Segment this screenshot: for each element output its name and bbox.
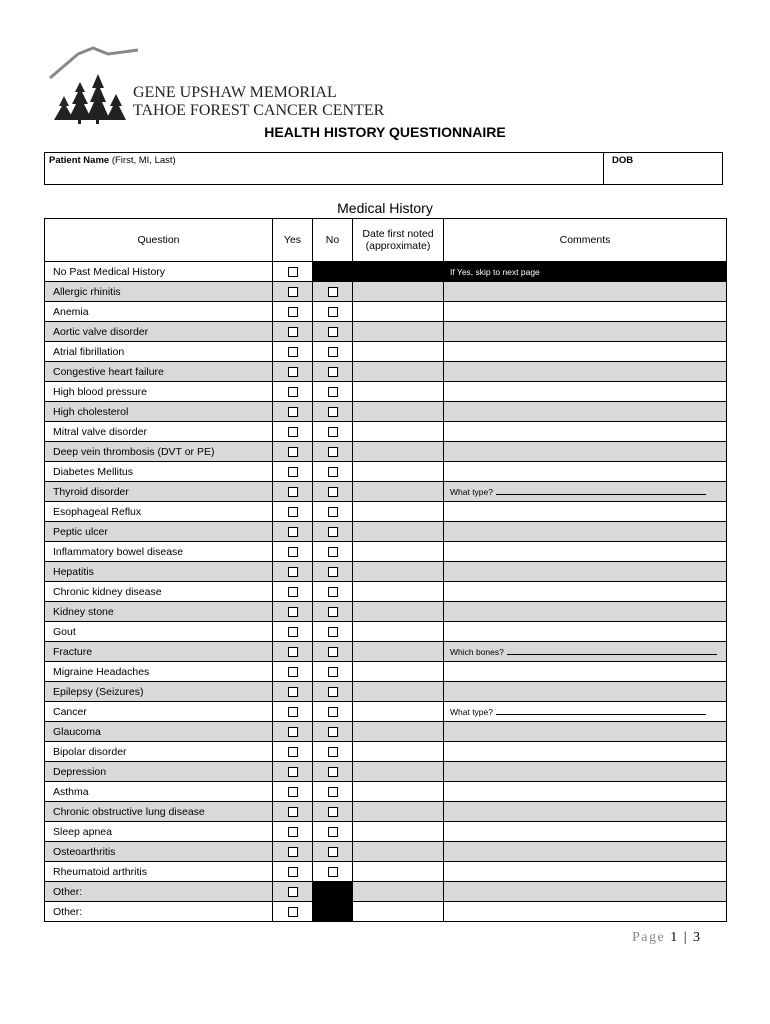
no-cell [313, 562, 353, 582]
no-cell [313, 422, 353, 442]
no-cell [313, 482, 353, 502]
comment-field[interactable] [444, 582, 727, 602]
question-cell: Thyroid disorder [45, 482, 273, 502]
question-cell: Diabetes Mellitus [45, 462, 273, 482]
blocked-cell [313, 902, 353, 922]
no-cell [313, 822, 353, 842]
no-checkbox[interactable] [328, 827, 338, 837]
date-noted-field[interactable] [353, 422, 444, 442]
question-cell: Aortic valve disorder [45, 322, 273, 342]
date-noted-field[interactable] [353, 362, 444, 382]
column-header-date: Date first noted (approximate) [353, 219, 444, 262]
yes-cell [273, 842, 313, 862]
no-checkbox[interactable] [328, 387, 338, 397]
comment-field[interactable] [444, 282, 727, 302]
no-cell [313, 662, 353, 682]
comment-field[interactable] [444, 462, 727, 482]
yes-cell [273, 362, 313, 382]
fill-in-line[interactable] [496, 486, 706, 495]
no-checkbox[interactable] [328, 467, 338, 477]
table-row [45, 262, 727, 282]
no-checkbox[interactable] [328, 567, 338, 577]
no-cell [313, 542, 353, 562]
no-checkbox[interactable] [328, 427, 338, 437]
comment-field[interactable] [444, 722, 727, 742]
no-cell [313, 502, 353, 522]
comment-field[interactable] [444, 682, 727, 702]
no-cell [313, 462, 353, 482]
date-noted-field[interactable] [353, 402, 444, 422]
yes-cell [273, 502, 313, 522]
table-row [45, 422, 727, 442]
tahoe-forest-logo [48, 44, 388, 124]
question-cell: Epilepsy (Seizures) [45, 682, 273, 702]
comment-text: Which bones? [450, 647, 504, 657]
no-cell [313, 642, 353, 662]
no-cell [313, 602, 353, 622]
date-noted-field[interactable] [353, 302, 444, 322]
yes-checkbox[interactable] [288, 487, 298, 497]
yes-checkbox[interactable] [288, 807, 298, 817]
table-row [45, 382, 727, 402]
yes-checkbox[interactable] [288, 327, 298, 337]
comment-text: If Yes, skip to next page [450, 266, 540, 277]
blocked-cell [313, 882, 353, 902]
yes-checkbox[interactable] [288, 527, 298, 537]
no-cell [313, 682, 353, 702]
comment-text: What type? [450, 707, 493, 717]
comment-field[interactable] [444, 502, 727, 522]
yes-checkbox[interactable] [288, 827, 298, 837]
date-noted-field[interactable] [353, 442, 444, 462]
date-noted-field[interactable] [353, 622, 444, 642]
question-cell: Inflammatory bowel disease [45, 542, 273, 562]
table-row [45, 702, 727, 722]
table-row [45, 462, 727, 482]
question-cell: Peptic ulcer [45, 522, 273, 542]
patient-name-field[interactable] [49, 155, 176, 166]
comment-field[interactable] [444, 522, 727, 542]
no-cell [313, 722, 353, 742]
yes-cell [273, 542, 313, 562]
table-row [45, 542, 727, 562]
table-row [45, 362, 727, 382]
comment-field[interactable] [444, 322, 727, 342]
comment-field[interactable] [444, 742, 727, 762]
no-checkbox[interactable] [328, 747, 338, 757]
no-checkbox[interactable] [328, 707, 338, 717]
yes-checkbox[interactable] [288, 347, 298, 357]
date-noted-field[interactable] [353, 482, 444, 502]
yes-checkbox[interactable] [288, 607, 298, 617]
comment-field[interactable] [444, 342, 727, 362]
yes-cell [273, 282, 313, 302]
yes-checkbox[interactable] [288, 907, 298, 917]
yes-checkbox[interactable] [288, 547, 298, 557]
comment-field[interactable] [444, 622, 727, 642]
question-cell: Atrial fibrillation [45, 342, 273, 362]
no-checkbox[interactable] [328, 367, 338, 377]
no-cell [313, 782, 353, 802]
table-row [45, 302, 727, 322]
question-cell: Other: [45, 902, 273, 922]
date-noted-field[interactable] [353, 902, 444, 922]
yes-cell [273, 342, 313, 362]
question-cell: Glaucoma [45, 722, 273, 742]
date-noted-field[interactable] [353, 762, 444, 782]
date-noted-field[interactable] [353, 782, 444, 802]
question-cell: Esophageal Reflux [45, 502, 273, 522]
table-row [45, 802, 727, 822]
table-row [45, 902, 727, 922]
yes-cell [273, 602, 313, 622]
comment-field[interactable] [444, 662, 727, 682]
page-number: 1 [670, 930, 679, 945]
no-cell [313, 322, 353, 342]
no-cell [313, 582, 353, 602]
table-row [45, 862, 727, 882]
question-cell: Hepatitis [45, 562, 273, 582]
comment-field[interactable] [444, 442, 727, 462]
yes-checkbox[interactable] [288, 887, 298, 897]
date-noted-field[interactable] [353, 862, 444, 882]
yes-checkbox[interactable] [288, 307, 298, 317]
table-header-row [45, 219, 727, 262]
question-cell: Other: [45, 882, 273, 902]
no-checkbox[interactable] [328, 407, 338, 417]
no-cell [313, 802, 353, 822]
table-row [45, 722, 727, 742]
table-row [45, 562, 727, 582]
yes-checkbox[interactable] [288, 687, 298, 697]
date-noted-field[interactable] [353, 682, 444, 702]
date-noted-field[interactable] [353, 642, 444, 662]
section-title: Medical History [337, 200, 433, 216]
no-cell [313, 862, 353, 882]
yes-checkbox[interactable] [288, 627, 298, 637]
fill-in-line[interactable] [496, 706, 706, 715]
no-checkbox[interactable] [328, 587, 338, 597]
comment-field[interactable] [444, 642, 727, 662]
column-header-question: Question [45, 219, 273, 262]
table-row [45, 342, 727, 362]
table-row [45, 282, 727, 302]
blocked-cell [313, 262, 444, 282]
date-noted-field[interactable] [353, 842, 444, 862]
yes-cell [273, 702, 313, 722]
page-footer: Page 1 | 3 [632, 930, 702, 945]
comment-field[interactable] [444, 902, 727, 922]
yes-cell [273, 402, 313, 422]
no-cell [313, 522, 353, 542]
table-row [45, 622, 727, 642]
yes-cell [273, 782, 313, 802]
yes-cell [273, 262, 313, 282]
yes-cell [273, 422, 313, 442]
no-cell [313, 282, 353, 302]
comment-field[interactable] [444, 422, 727, 442]
no-cell [313, 382, 353, 402]
patient-name-hint: (First, MI, Last) [111, 155, 176, 166]
patient-info-box [44, 152, 723, 185]
yes-cell [273, 642, 313, 662]
no-checkbox[interactable] [328, 487, 338, 497]
comment-field[interactable] [444, 822, 727, 842]
date-noted-field[interactable] [353, 462, 444, 482]
yes-cell [273, 382, 313, 402]
question-cell: Bipolar disorder [45, 742, 273, 762]
table-row [45, 402, 727, 422]
table-row [45, 682, 727, 702]
yes-checkbox[interactable] [288, 567, 298, 577]
yes-checkbox[interactable] [288, 767, 298, 777]
no-checkbox[interactable] [328, 787, 338, 797]
date-noted-field[interactable] [353, 662, 444, 682]
no-cell [313, 762, 353, 782]
yes-checkbox[interactable] [288, 387, 298, 397]
yes-cell [273, 302, 313, 322]
yes-cell [273, 682, 313, 702]
table-row [45, 522, 727, 542]
question-cell: Mitral valve disorder [45, 422, 273, 442]
no-cell [313, 362, 353, 382]
medical-history-table [44, 218, 727, 922]
no-checkbox[interactable] [328, 647, 338, 657]
question-cell: Migraine Headaches [45, 662, 273, 682]
column-header-no: No [313, 219, 353, 262]
table-row [45, 742, 727, 762]
comment-field[interactable] [444, 302, 727, 322]
no-checkbox[interactable] [328, 327, 338, 337]
no-checkbox[interactable] [328, 727, 338, 737]
yes-cell [273, 822, 313, 842]
no-checkbox[interactable] [328, 287, 338, 297]
comment-field[interactable] [444, 882, 727, 902]
comment-field[interactable] [444, 762, 727, 782]
comment-field[interactable] [444, 802, 727, 822]
no-checkbox[interactable] [328, 607, 338, 617]
yes-cell [273, 742, 313, 762]
comment-field[interactable] [444, 602, 727, 622]
yes-checkbox[interactable] [288, 727, 298, 737]
date-noted-field[interactable] [353, 742, 444, 762]
comment-field[interactable] [444, 542, 727, 562]
yes-cell [273, 562, 313, 582]
yes-cell [273, 722, 313, 742]
date-noted-field[interactable] [353, 582, 444, 602]
comment-field[interactable] [444, 262, 727, 282]
yes-checkbox[interactable] [288, 707, 298, 717]
question-cell: High cholesterol [45, 402, 273, 422]
yes-checkbox[interactable] [288, 467, 298, 477]
yes-cell [273, 522, 313, 542]
no-checkbox[interactable] [328, 627, 338, 637]
date-noted-field[interactable] [353, 342, 444, 362]
no-checkbox[interactable] [328, 767, 338, 777]
yes-cell [273, 582, 313, 602]
table-row [45, 642, 727, 662]
page-word: Page [632, 930, 666, 945]
comment-field[interactable] [444, 702, 727, 722]
question-cell: Sleep apnea [45, 822, 273, 842]
yes-cell [273, 622, 313, 642]
yes-checkbox[interactable] [288, 367, 298, 377]
date-noted-field[interactable] [353, 322, 444, 342]
no-checkbox[interactable] [328, 307, 338, 317]
yes-checkbox[interactable] [288, 747, 298, 757]
no-cell [313, 622, 353, 642]
no-checkbox[interactable] [328, 507, 338, 517]
table-row [45, 442, 727, 462]
no-checkbox[interactable] [328, 687, 338, 697]
yes-cell [273, 442, 313, 462]
fill-in-line[interactable] [507, 646, 717, 655]
yes-checkbox[interactable] [288, 507, 298, 517]
table-row [45, 602, 727, 622]
yes-cell [273, 662, 313, 682]
table-row [45, 762, 727, 782]
no-checkbox[interactable] [328, 547, 338, 557]
question-cell: Gout [45, 622, 273, 642]
comment-field[interactable] [444, 782, 727, 802]
yes-checkbox[interactable] [288, 267, 298, 277]
table-row [45, 662, 727, 682]
question-cell: Rheumatoid arthritis [45, 862, 273, 882]
yes-checkbox[interactable] [288, 287, 298, 297]
date-noted-field[interactable] [353, 722, 444, 742]
question-cell: Osteoarthritis [45, 842, 273, 862]
comment-field[interactable] [444, 402, 727, 422]
yes-checkbox[interactable] [288, 427, 298, 437]
yes-cell [273, 802, 313, 822]
yes-cell [273, 322, 313, 342]
yes-checkbox[interactable] [288, 867, 298, 877]
question-cell: Cancer [45, 702, 273, 722]
no-checkbox[interactable] [328, 447, 338, 457]
yes-cell [273, 882, 313, 902]
yes-cell [273, 902, 313, 922]
page-total: 3 [693, 930, 702, 945]
yes-cell [273, 482, 313, 502]
dob-field[interactable] [603, 153, 723, 184]
date-noted-field[interactable] [353, 282, 444, 302]
table-row [45, 322, 727, 342]
question-cell: Anemia [45, 302, 273, 322]
yes-cell [273, 462, 313, 482]
yes-checkbox[interactable] [288, 667, 298, 677]
question-cell: Asthma [45, 782, 273, 802]
date-noted-field[interactable] [353, 602, 444, 622]
no-checkbox[interactable] [328, 667, 338, 677]
org-name-line2: TAHOE FOREST CANCER CENTER [133, 102, 385, 119]
comment-field[interactable] [444, 862, 727, 882]
table-row [45, 842, 727, 862]
date-noted-field[interactable] [353, 382, 444, 402]
yes-checkbox[interactable] [288, 647, 298, 657]
date-noted-field[interactable] [353, 562, 444, 582]
date-noted-field[interactable] [353, 822, 444, 842]
no-checkbox[interactable] [328, 347, 338, 357]
no-cell [313, 302, 353, 322]
page-title: HEALTH HISTORY QUESTIONNAIRE [264, 124, 506, 140]
no-cell [313, 402, 353, 422]
yes-checkbox[interactable] [288, 847, 298, 857]
yes-checkbox[interactable] [288, 407, 298, 417]
question-cell: No Past Medical History [45, 262, 273, 282]
date-noted-field[interactable] [353, 502, 444, 522]
comment-field[interactable] [444, 382, 727, 402]
question-cell: Congestive heart failure [45, 362, 273, 382]
no-cell [313, 742, 353, 762]
yes-checkbox[interactable] [288, 787, 298, 797]
no-checkbox[interactable] [328, 847, 338, 857]
question-cell: High blood pressure [45, 382, 273, 402]
no-cell [313, 442, 353, 462]
table-row [45, 822, 727, 842]
comment-text: What type? [450, 487, 493, 497]
table-row [45, 882, 727, 902]
date-noted-field[interactable] [353, 522, 444, 542]
yes-checkbox[interactable] [288, 447, 298, 457]
question-cell: Kidney stone [45, 602, 273, 622]
question-cell: Depression [45, 762, 273, 782]
question-cell: Allergic rhinitis [45, 282, 273, 302]
question-cell: Fracture [45, 642, 273, 662]
date-noted-field[interactable] [353, 542, 444, 562]
no-checkbox[interactable] [328, 527, 338, 537]
yes-checkbox[interactable] [288, 587, 298, 597]
no-checkbox[interactable] [328, 867, 338, 877]
no-checkbox[interactable] [328, 807, 338, 817]
question-cell: Chronic obstructive lung disease [45, 802, 273, 822]
org-name-line1: GENE UPSHAW MEMORIAL [133, 84, 337, 101]
column-header-yes: Yes [273, 219, 313, 262]
no-cell [313, 702, 353, 722]
table-row [45, 582, 727, 602]
table-row [45, 502, 727, 522]
table-row [45, 782, 727, 802]
comment-field[interactable] [444, 362, 727, 382]
column-header-comments: Comments [444, 219, 727, 262]
yes-cell [273, 862, 313, 882]
table-row [45, 482, 727, 502]
no-cell [313, 842, 353, 862]
question-cell: Deep vein thrombosis (DVT or PE) [45, 442, 273, 462]
date-noted-field[interactable] [353, 702, 444, 722]
date-noted-field[interactable] [353, 802, 444, 822]
question-cell: Chronic kidney disease [45, 582, 273, 602]
comment-field[interactable] [444, 482, 727, 502]
pine-trees-icon [48, 44, 138, 124]
yes-cell [273, 762, 313, 782]
comment-field[interactable] [444, 842, 727, 862]
comment-field[interactable] [444, 562, 727, 582]
date-noted-field[interactable] [353, 882, 444, 902]
no-cell [313, 342, 353, 362]
dob-label: DOB [612, 155, 634, 166]
patient-name-label: Patient Name [49, 155, 110, 166]
